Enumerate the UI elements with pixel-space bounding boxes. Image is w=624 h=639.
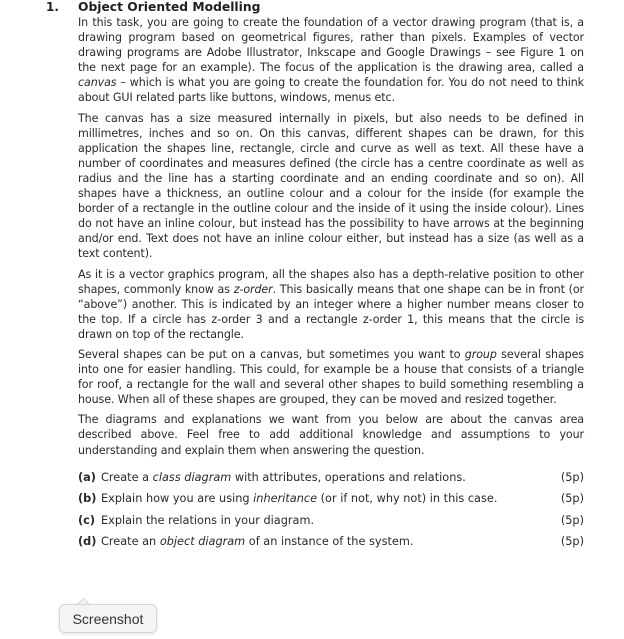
text-run: with attributes, operations and relations. bbox=[231, 470, 466, 484]
text-run: The canvas has a size measured internally in pixels, but also needs to be defined in millimetres, inches and so on. On this canvas, different shapes can be drawn, for this application the shapes line, rectangle, circle and curve as well as text. All these have a number of coordinates and measures defined (the circle has a centre coordinate as well as radius and the line has a starting coordinate and an ending coordinate and so on). All shapes have a thickness, an outline colour and a colour for the inside (for example the border of a rectangle in the outline colour and the inside of it using the inside colour). Lines do not have an inline colour, but instead has the possibility to have arrows at the beginning and/or end. Text does not have an inline colour either, but instead has a size (as well as a text content). bbox=[78, 111, 584, 261]
task-points: (5p) bbox=[560, 513, 584, 527]
emphasis-text: object diagram bbox=[159, 535, 246, 549]
task-points: (5p) bbox=[560, 535, 584, 549]
text-run: Create a bbox=[101, 470, 153, 484]
question-body bbox=[78, 15, 584, 458]
task-item bbox=[78, 491, 584, 513]
text-run: . This basically means that one shape can be in front (or “above”) another. This is indicated by an integer where a higher number means closer to the top. If a circle has z-order 3 and a rectangle z-order 1, this means that the circle is drawn on top of the rectangle. bbox=[78, 282, 585, 341]
text-run: Several shapes can be put on a canvas, but sometimes you want to bbox=[78, 347, 465, 361]
task-item bbox=[78, 470, 584, 492]
paragraph bbox=[78, 111, 584, 262]
task-label: (c) bbox=[78, 513, 96, 527]
task-text bbox=[101, 534, 413, 549]
text-run: In this task, you are going to create the foundation of a vector drawing program (that is, a drawing program based on geometrical figures, rather than pixels. Examples of vector drawing programs are Adobe Illustrator, Inkscape and Google Drawings – see Figure 1 on the next page for an example). The focus of the application is the drawing area, called a bbox=[78, 16, 584, 75]
text-run: Explain how you are using bbox=[101, 492, 254, 506]
task-text bbox=[101, 513, 314, 528]
paragraph bbox=[78, 15, 584, 106]
task-label: (d) bbox=[78, 535, 97, 549]
emphasis-text: group bbox=[464, 347, 497, 361]
emphasis-text: z-order bbox=[233, 282, 273, 296]
paragraph bbox=[78, 412, 584, 457]
paragraph bbox=[78, 347, 584, 407]
question-number: 1. bbox=[46, 0, 59, 14]
question-block bbox=[46, 0, 585, 556]
text-run: – which is what you are going to create the foundation for. You do not need to think about GUI related parts like buttons, windows, menus etc. bbox=[78, 76, 584, 105]
emphasis-text: inheritance bbox=[253, 492, 318, 506]
task-item bbox=[78, 513, 584, 535]
emphasis-text: class diagram bbox=[152, 470, 232, 484]
text-run: Create an bbox=[101, 535, 160, 549]
paragraph bbox=[78, 267, 584, 342]
emphasis-text: canvas bbox=[78, 76, 117, 90]
task-points: (5p) bbox=[560, 470, 584, 484]
task-points: (5p) bbox=[560, 492, 584, 506]
text-run: As it is a vector graphics program, all the shapes also has a depth-relative position to other shapes, commonly know as bbox=[78, 267, 584, 296]
task-text bbox=[101, 470, 466, 485]
task-label: (b) bbox=[78, 492, 97, 506]
text-run: Explain the relations in your diagram. bbox=[101, 513, 315, 527]
screenshot-tooltip: Screenshot bbox=[59, 604, 157, 633]
task-list bbox=[78, 470, 584, 556]
task-label: (a) bbox=[78, 470, 96, 484]
text-run: (or if not, why not) in this case. bbox=[317, 492, 498, 506]
task-text bbox=[101, 491, 497, 506]
question-title: Object Oriented Modelling bbox=[78, 0, 261, 14]
text-run: The diagrams and explanations we want from you below are about the canvas area described above. Feel free to add additional knowledge and assumptions to your understanding and explain them when answering the question. bbox=[78, 413, 584, 457]
task-item bbox=[78, 534, 584, 556]
text-run: several shapes into one for easier handling. This could, for example be a house that consists of a triangle for roof, a rectangle for the wall and several other shapes to build something resembling a house. When all of these shapes are grouped, they can be moved and resized together. bbox=[78, 347, 584, 407]
text-run: of an instance of the system. bbox=[245, 535, 414, 549]
